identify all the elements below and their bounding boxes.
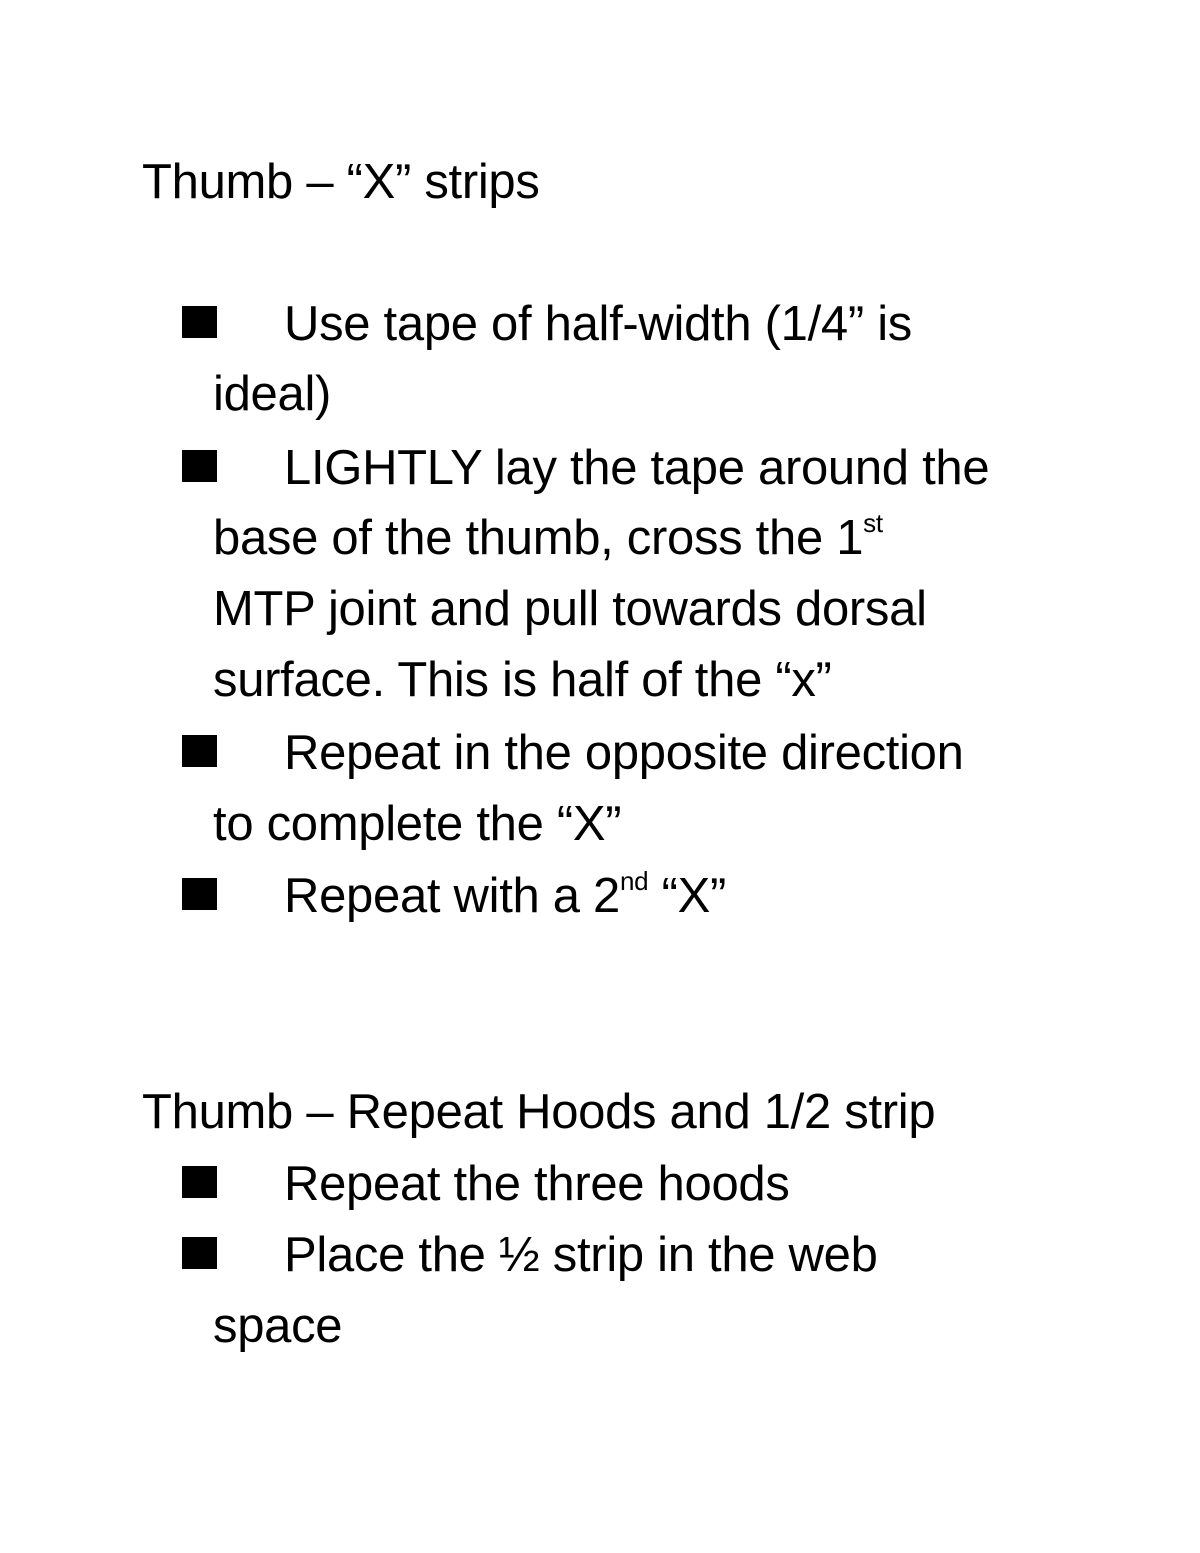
list-item-text-main: base of the thumb, cross the 1: [213, 511, 864, 565]
list-item-text-main: Repeat with a 2: [284, 869, 620, 923]
ordinal-superscript: nd: [620, 866, 649, 896]
square-bullet-icon: [182, 878, 217, 910]
square-bullet-icon: [182, 1237, 217, 1269]
list-item-text: surface. This is half of the “x”: [213, 653, 832, 707]
list-item-text: Use tape of half-width (1/4” is: [284, 297, 912, 351]
square-bullet-icon: [182, 306, 217, 338]
section-heading-x-strips: Thumb – “X” strips: [142, 155, 540, 209]
list-item-text: to complete the “X”: [213, 797, 622, 851]
list-item-text: Place the ½ strip in the web: [284, 1228, 878, 1282]
square-bullet-icon: [182, 1166, 217, 1198]
list-item-text: [213, 508, 883, 565]
list-item-text: ideal): [213, 367, 332, 421]
list-item-text: Repeat the three hoods: [284, 1157, 790, 1211]
list-item-text: LIGHTLY lay the tape around the: [284, 441, 990, 495]
list-item-text-tail: “X”: [648, 869, 727, 923]
list-item-text: [284, 866, 727, 923]
ordinal-superscript: st: [863, 508, 883, 538]
square-bullet-icon: [182, 450, 217, 482]
square-bullet-icon: [182, 735, 217, 767]
section-heading-repeat-hoods: Thumb – Repeat Hoods and 1/2 strip: [142, 1085, 936, 1139]
list-item-text: MTP joint and pull towards dorsal: [213, 582, 927, 636]
list-item-text: Repeat in the opposite direction: [284, 726, 964, 780]
list-item-text: space: [213, 1299, 343, 1353]
